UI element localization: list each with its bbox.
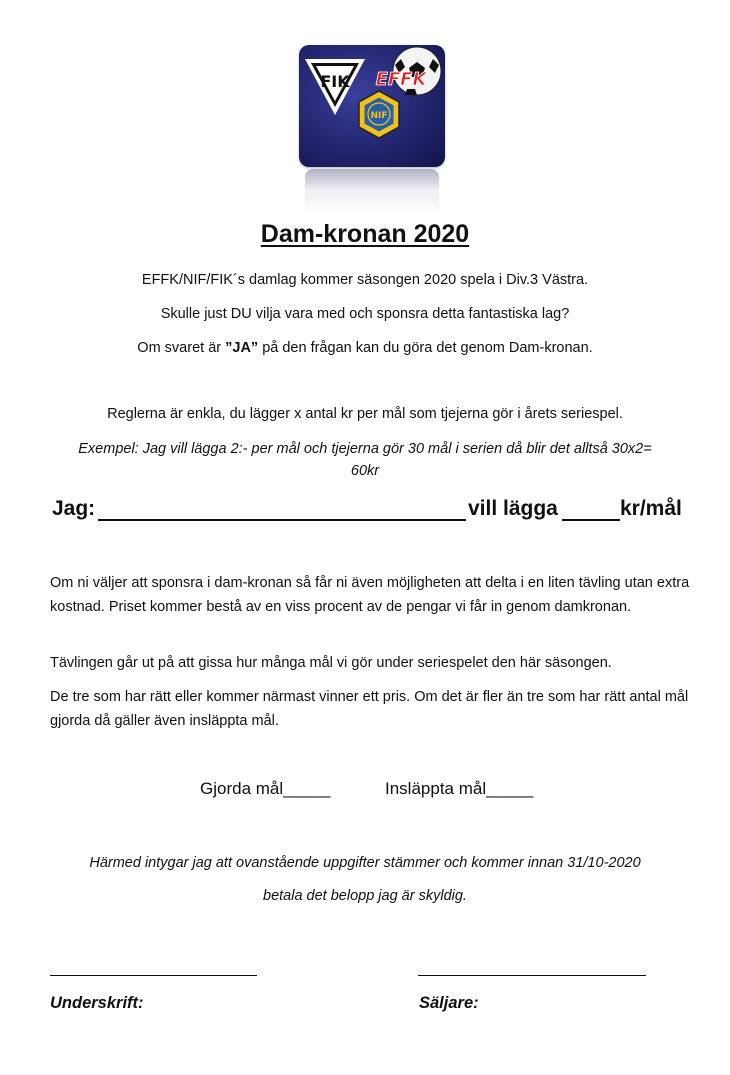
signature-line[interactable] bbox=[50, 975, 257, 976]
intro-line-3-pre: Om svaret är bbox=[137, 340, 226, 356]
competition-paragraph-3: De tre som har rätt eller kommer närmast vinner ett pris. Om det är fler än tre som har rätt antal mål gjorda då gäller även insläppta mål. bbox=[50, 689, 689, 729]
fik-crest-text: FIK bbox=[320, 72, 350, 91]
nif-crest-icon bbox=[359, 91, 399, 138]
seller-line[interactable] bbox=[418, 975, 646, 976]
goals-conceded-field[interactable]: Insläppta mål_____ bbox=[385, 779, 534, 798]
intro-line-3-post: på den frågan kan du göra det genom Dam-kronan. bbox=[258, 340, 593, 356]
page-title: Dam-kronan 2020 bbox=[260, 220, 470, 248]
certification-line-2: betala det belopp jag är skyldig. bbox=[263, 888, 467, 904]
club-crests-graphic bbox=[299, 45, 445, 167]
certification-line-1: Härmed intygar jag att ovanstående uppgifter stämmer och kommer innan 31/10-2020 bbox=[89, 855, 641, 871]
intro-line-3-bold: ”JA” bbox=[225, 340, 259, 356]
rules-example-line-2: 60kr bbox=[350, 463, 380, 479]
fik-crest-icon bbox=[305, 59, 365, 115]
goals-scored-field[interactable]: Gjorda mål_____ bbox=[200, 779, 331, 798]
intro-line-1: EFFK/NIF/FIK´s damlag kommer säsongen 2020 spela i Div.3 Västra. bbox=[141, 272, 589, 288]
pledge-amount-field[interactable] bbox=[562, 497, 620, 521]
nif-crest-text: NIF bbox=[370, 111, 388, 121]
competition-paragraph-1: Om ni väljer att sponsra i dam-kronan så får ni även möjligheten att delta i en liten tävling utan extra kostnad. Priset kommer bestå av en viss procent av de pengar vi får in genom damkronan. bbox=[50, 575, 690, 615]
signature-label: Underskrift: bbox=[50, 994, 144, 1012]
seller-label: Säljare: bbox=[419, 994, 479, 1012]
intro-line-3 bbox=[0, 340, 730, 356]
pledge-vill-label: vill lägga bbox=[468, 497, 558, 520]
rules-example-line-1: Exempel: Jag vill lägga 2:- per mål och tjejerna gör 30 mål i serien då blir det alltså 30x2= bbox=[78, 441, 652, 457]
pledge-unit-label: kr/mål bbox=[620, 497, 682, 520]
intro-line-2: Skulle just DU vilja vara med och sponsra detta fantastiska lag? bbox=[160, 306, 570, 322]
pledge-jag-label: Jag: bbox=[52, 497, 96, 520]
effk-logo-text: EFFK bbox=[375, 69, 427, 90]
rules-text: Reglerna är enkla, du lägger x antal kr per mål som tjejerna gör i årets seriespel. bbox=[107, 406, 623, 422]
competition-paragraph-2: Tävlingen går ut på att gissa hur många mål vi gör under seriespelet den här säsongen. bbox=[50, 655, 612, 671]
logo-reflection bbox=[305, 169, 439, 215]
club-logo-panel bbox=[299, 45, 445, 167]
pledge-row bbox=[52, 497, 692, 527]
club-logo bbox=[299, 45, 445, 215]
pledge-name-field[interactable] bbox=[98, 497, 466, 521]
